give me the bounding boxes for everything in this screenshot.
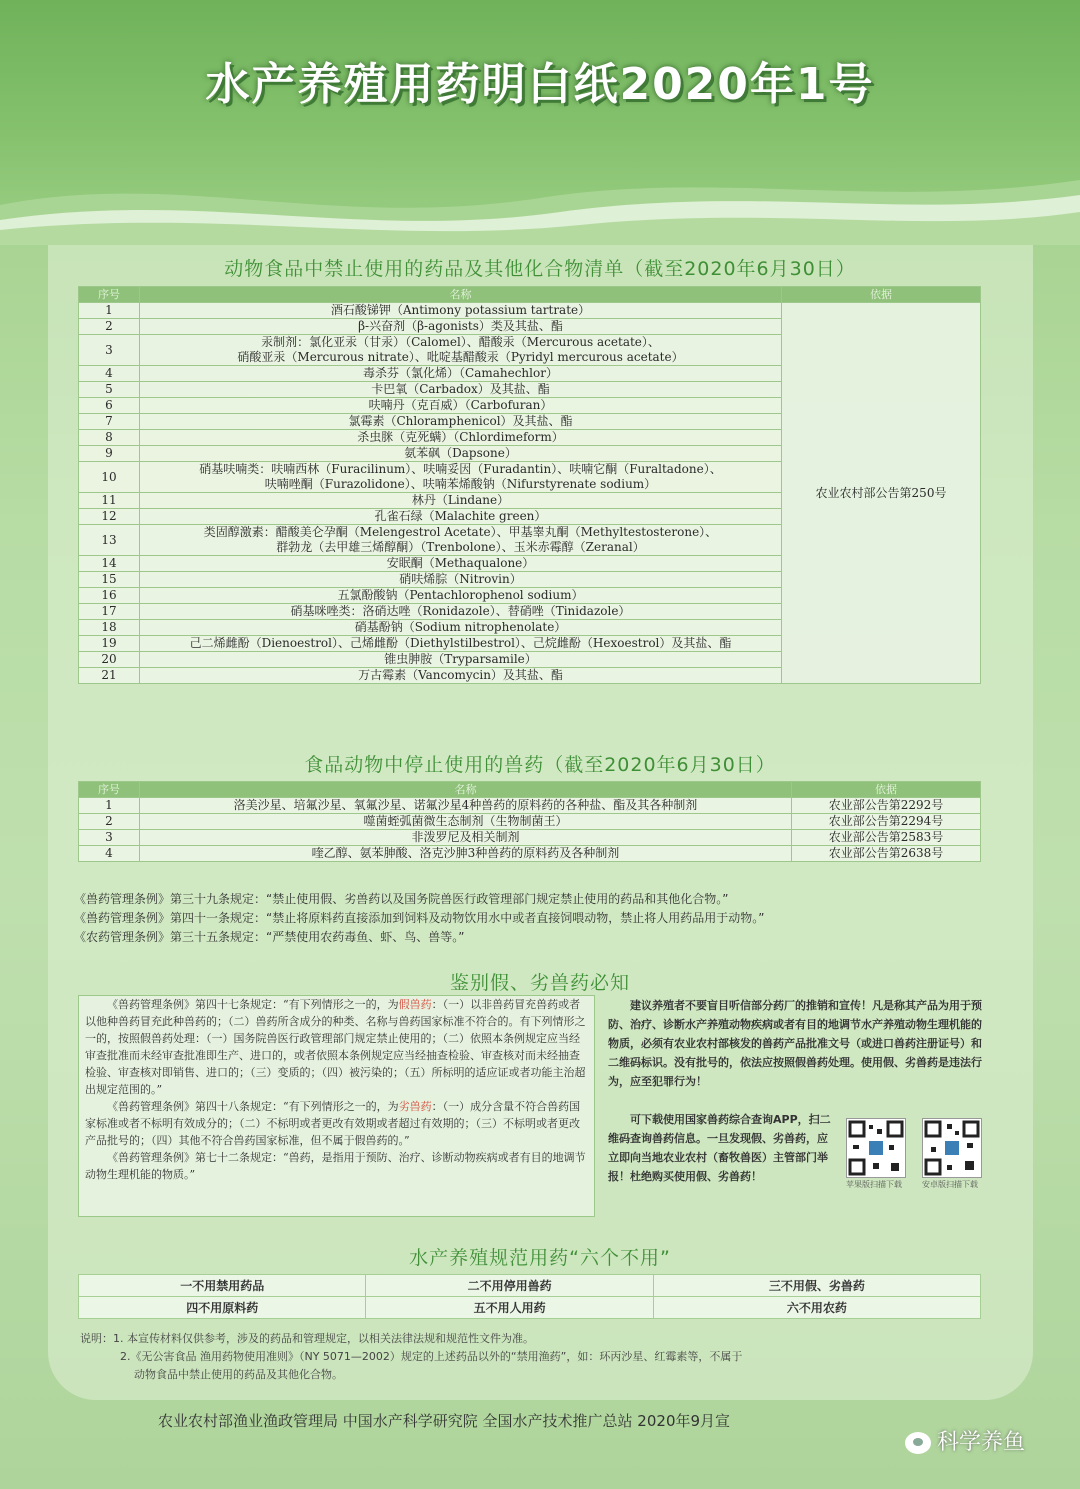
row-no: 4	[79, 846, 140, 862]
app-tip-text: 可下载使用国家兽药综合查询APP，扫二维码查询兽药信息。一旦发现假、劣兽药，应立即向当地农业农村（畜牧兽医）主管部门举报！杜绝购买使用假、劣兽药！	[608, 1113, 831, 1183]
row-name-line: 汞制剂：氯化亚汞（甘汞）（Calomel）、醋酸汞（Mercurous acetate）、	[261, 335, 660, 349]
regulation-quote: 《兽药管理条例》第三十九条规定：“禁止使用假、劣兽药以及国务院兽医行政管理部门规定禁止使用的药品和其他化合物。”	[74, 892, 729, 906]
row-no: 21	[79, 668, 140, 684]
row-name-line: 硝基呋喃类：呋喃西林（Furacilinum）、呋喃妥因（Furadantin）、呋喃它酮（Furaltadone）、	[199, 462, 722, 476]
row-no: 12	[79, 509, 140, 525]
qr-caption-android: 安卓版扫描下载	[922, 1180, 978, 1189]
dont-item: 一不用禁用药品	[79, 1275, 366, 1297]
qr-code-ios[interactable]	[846, 1118, 906, 1178]
regulation-quotes	[74, 890, 1024, 947]
row-name	[140, 446, 782, 462]
wave-decoration	[0, 150, 1080, 245]
col-header-basis: 依据	[792, 782, 981, 798]
qr-code-icon	[847, 1119, 905, 1177]
para-text: 《兽药管理条例》第四十七条规定：“有下列情形之一的，为	[107, 998, 399, 1011]
row-name	[140, 572, 782, 588]
table-row	[79, 814, 981, 830]
col-header-name: 名称	[140, 287, 782, 303]
row-no: 10	[79, 462, 140, 493]
wechat-icon	[905, 1432, 931, 1454]
table-row	[79, 830, 981, 846]
six-donts-table	[78, 1274, 981, 1319]
row-name: 噬菌蛭弧菌微生态制剂（生物制菌王）	[140, 814, 792, 830]
row-name	[140, 636, 782, 652]
row-name-line: β-兴奋剂（β-agonists）类及其盐、酯	[358, 319, 563, 333]
row-name: 非泼罗尼及相关制剂	[140, 830, 792, 846]
row-no: 13	[79, 525, 140, 556]
row-name	[140, 382, 782, 398]
row-name-line: 硝基酚钠（Sodium nitrophenolate）	[354, 620, 567, 634]
row-no: 3	[79, 335, 140, 366]
fake-drug-highlight: 假兽药	[398, 998, 432, 1011]
row-basis: 农业农村部公告第250号	[782, 303, 981, 684]
row-name	[140, 366, 782, 382]
row-name-line: 氯霉素（Chloramphenicol）及其盐、酯	[348, 414, 573, 428]
row-name-line: 五氯酚酸钠（Pentachlorophenol sodium）	[337, 588, 584, 602]
row-name	[140, 604, 782, 620]
row-basis: 农业部公告第2583号	[792, 830, 981, 846]
row-name-line: 安眠酮（Methaqualone）	[386, 556, 535, 570]
row-name-line: 卡巴氧（Carbadox）及其盐、酯	[371, 382, 550, 396]
table-row	[79, 303, 981, 319]
row-name	[140, 303, 782, 319]
row-no: 16	[79, 588, 140, 604]
advice-text: 建议养殖者不要盲目听信部分药厂的推销和宣传！凡是称其产品为用于预防、治疗、诊断水产养殖动物疾病或者有目的地调节水产养殖动物生理机能的物质，必须有农业农村部核发的兽药产品批准文号（或进口兽药注册证号）和二维码标识。没有批号的，依法应按照假兽药处理。使用假、劣兽药是违法行为，应至犯罪行为！	[608, 999, 982, 1088]
row-name-line: 锥虫胂胺（Tryparsamile）	[384, 652, 537, 666]
row-name-line: 硝基咪唑类：洛硝达唑（Ronidazole）、替硝唑（Tinidazole）	[290, 604, 631, 618]
dont-item: 二不用停用兽药	[366, 1275, 653, 1297]
stopped-drugs-table	[78, 781, 981, 862]
row-name	[140, 319, 782, 335]
row-name-line: 杀虫脒（克死螨）（Chlordimeform）	[357, 430, 564, 444]
note-line: 2.《无公害食品 渔用药物使用准则》（NY 5071—2002）规定的上述药品以外的“禁用渔药”，如：环丙沙星、红霉素等，不属于	[120, 1350, 743, 1363]
para-text: ：（一）以非兽药冒充兽药或者以他种兽药冒充此种兽药的；（二）兽药所含成分的种类、名称与兽药国家标准不符合的。有下列情形之一的，按照假兽药处理：（一）国务院兽医行政管理部门规定禁止使用的；（二）依照本条例规定应当经审查批准而未经审查批准即生产、进口的，或者依照本条例规定应当经抽查检验、审查核对而未经抽查检验、审查核对即销售、进口的；（三）变质的；（四）被污染的；（五）所标明的适应证或者功能主治超出规定范围的。”	[85, 998, 586, 1096]
watermark	[905, 1425, 1025, 1456]
row-name	[140, 620, 782, 636]
row-name	[140, 414, 782, 430]
row-name	[140, 462, 782, 493]
row-no: 19	[79, 636, 140, 652]
row-name	[140, 335, 782, 366]
row-name	[140, 398, 782, 414]
row-no: 1	[79, 303, 140, 319]
row-name-line: 氨苯砜（Dapsone）	[404, 446, 517, 460]
row-no: 14	[79, 556, 140, 572]
row-name: 喹乙醇、氨苯胂酸、洛克沙胂3种兽药的原料药及各种制剂	[140, 846, 792, 862]
row-name	[140, 588, 782, 604]
row-no: 20	[79, 652, 140, 668]
row-no: 11	[79, 493, 140, 509]
row-name	[140, 509, 782, 525]
fake-drug-paragraph	[79, 996, 594, 1098]
notes	[80, 1330, 1000, 1384]
row-no: 2	[79, 814, 140, 830]
row-no: 1	[79, 798, 140, 814]
dont-item: 六不用农药	[653, 1297, 980, 1319]
qr-code-android[interactable]	[922, 1118, 982, 1178]
fake-drug-definition-box	[78, 995, 595, 1217]
row-name-line: 万古霉素（Vancomycin）及其盐、酯	[358, 668, 563, 682]
col-header-name: 名称	[140, 782, 792, 798]
row-name-line: 酒石酸锑钾（Antimony potassium tartrate）	[330, 303, 591, 317]
row-no: 4	[79, 366, 140, 382]
row-no: 18	[79, 620, 140, 636]
table-row	[79, 846, 981, 862]
inferior-drug-highlight: 劣兽药	[398, 1100, 432, 1113]
row-basis: 农业部公告第2292号	[792, 798, 981, 814]
regulation-quote: 《兽药管理条例》第四十一条规定：“禁止将原料药直接添加到饲料及动物饮用水中或者直接饲喂动物，禁止将人用药品用于动物。”	[74, 911, 765, 925]
note-line: 动物食品中禁止使用的药品及其他化合物。	[134, 1368, 343, 1381]
row-no: 3	[79, 830, 140, 846]
row-name	[140, 525, 782, 556]
inferior-drug-paragraph	[79, 1098, 594, 1149]
row-no: 6	[79, 398, 140, 414]
row-name-line: 孔雀石绿（Malachite green）	[374, 509, 547, 523]
row-basis: 农业部公告第2638号	[792, 846, 981, 862]
col-header-no: 序号	[79, 782, 140, 798]
row-name-line: 林丹（Lindane）	[411, 493, 510, 507]
row-no: 7	[79, 414, 140, 430]
row-no: 17	[79, 604, 140, 620]
dont-item: 三不用假、劣兽药	[653, 1275, 980, 1297]
row-name	[140, 668, 782, 684]
qr-code-icon	[923, 1119, 981, 1177]
regulation-quote: 《农药管理条例》第三十五条规定：“严禁使用农药毒鱼、虾、鸟、兽等。”	[74, 930, 465, 944]
dont-item: 四不用原料药	[79, 1297, 366, 1319]
section4-title: 水产养殖规范用药“六个不用”	[409, 1247, 671, 1269]
col-header-no: 序号	[79, 287, 140, 303]
page-title: 水产养殖用药明白纸2020年1号	[205, 59, 875, 110]
col-header-basis: 依据	[782, 287, 981, 303]
row-name-line: 呋喃丹（克百威）（Carbofuran）	[368, 398, 553, 412]
row-no: 15	[79, 572, 140, 588]
publisher-footer: 农业农村部渔业渔政管理局 中国水产科学研究院 全国水产技术推广总站 2020年9月宣	[158, 1412, 731, 1430]
watermark-text: 科学养鱼	[937, 1430, 1026, 1455]
section3-title: 鉴别假、劣兽药必知	[449, 972, 630, 994]
row-name	[140, 430, 782, 446]
row-name-line: 群勃龙（去甲雄三烯醇酮）（Trenbolone）、玉米赤霉醇（Zeranal）	[276, 540, 645, 554]
row-name-line: 硝酸亚汞（Mercurous nitrate）、吡啶基醋酸汞（Pyridyl mercurous acetate）	[237, 350, 684, 364]
qr-caption-ios: 苹果版扫描下载	[846, 1180, 902, 1189]
note-line: 说明：1. 本宣传材料仅供参考，涉及的药品和管理规定，以相关法律法规和规范性文件为准。	[80, 1332, 534, 1345]
section2-title: 食品动物中停止使用的兽药（截至2020年6月30日）	[304, 754, 776, 776]
header-banner	[0, 0, 1080, 245]
row-name-line: 呋喃唑酮（Furazolidone）、呋喃苯烯酸钠（Nifurstyrenate sodium）	[264, 477, 657, 491]
row-no: 5	[79, 382, 140, 398]
row-no: 2	[79, 319, 140, 335]
row-name-line: 己二烯雌酚（Dienoestrol）、己烯雌酚（Diethylstilbestrol）、己烷雌酚（Hexoestrol）及其盐、酯	[189, 636, 732, 650]
row-basis: 农业部公告第2294号	[792, 814, 981, 830]
row-no: 9	[79, 446, 140, 462]
row-name: 洛美沙星、培氟沙星、氧氟沙星、诺氟沙星4种兽药的原料药的各种盐、酯及其各种制剂	[140, 798, 792, 814]
table-row	[79, 798, 981, 814]
row-name-line: 毒杀芬（氯化烯）（Camahechlor）	[363, 366, 558, 380]
row-name	[140, 652, 782, 668]
para-text: 《兽药管理条例》第四十八条规定：“有下列情形之一的，为	[107, 1100, 399, 1113]
row-no: 8	[79, 430, 140, 446]
section1-title: 动物食品中禁止使用的药品及其他化合物清单（截至2020年6月30日）	[224, 258, 856, 280]
row-name-line: 硝呋烯腙（Nitrovin）	[399, 572, 522, 586]
vet-drug-definition: 《兽药管理条例》第七十二条规定：“兽药，是指用于预防、治疗、诊断动物疾病或者有目的地调节动物生理机能的物质。”	[85, 1151, 586, 1181]
row-name-line: 类固醇激素：醋酸美仑孕酮（Melengestrol Acetate）、甲基睾丸酮（Methyltestosterone）、	[203, 525, 718, 539]
banned-drugs-table	[78, 286, 981, 684]
row-name	[140, 493, 782, 509]
para-text: ：（一）成分含量不符合兽药国家标准或者不标明有效成分的；（二）不标明或者更改有效期或者超过有效期的；（三）不标明或者更改产品批号的；（四）其他不符合兽药国家标准，但不属于假兽药的。”	[85, 1100, 581, 1147]
row-name	[140, 556, 782, 572]
dont-item: 五不用人用药	[366, 1297, 653, 1319]
